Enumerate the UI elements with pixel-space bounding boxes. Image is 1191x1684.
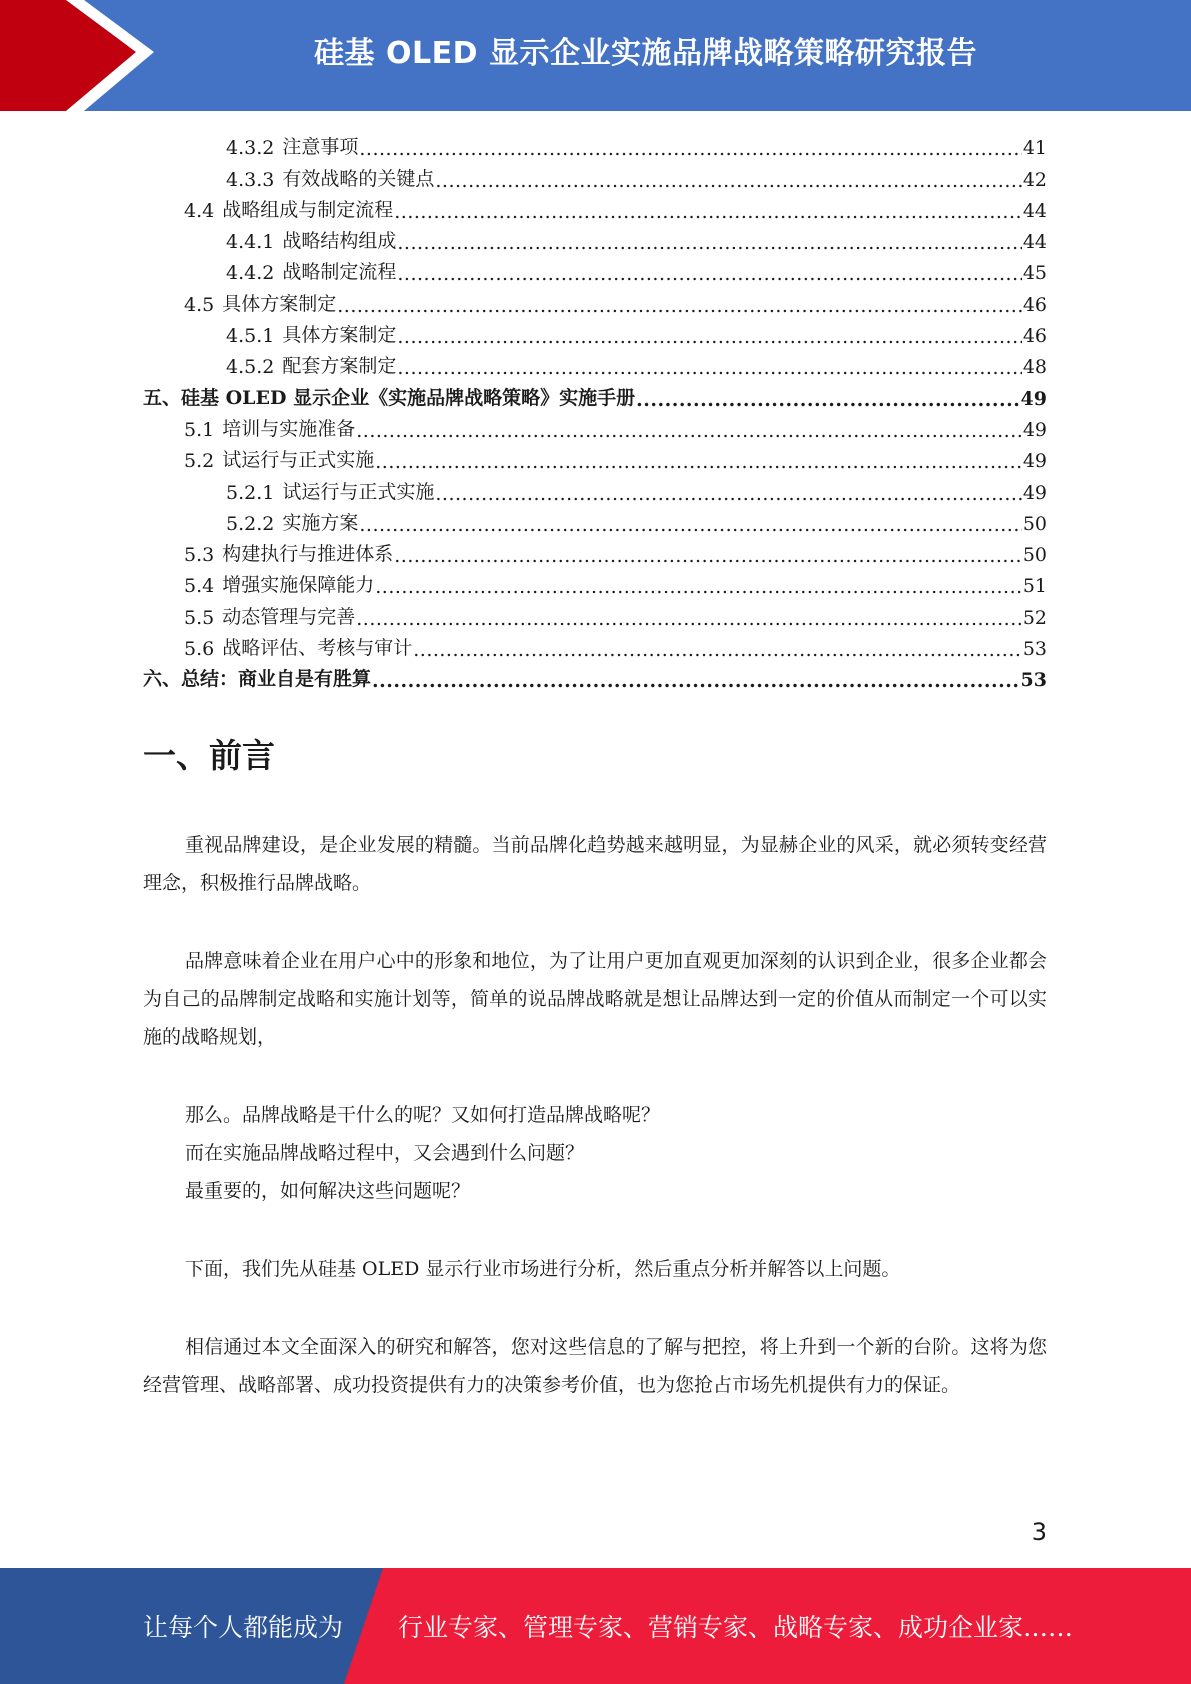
toc-dot-leader: [372, 672, 1020, 691]
toc-entry-title: 构建执行与推进体系: [222, 543, 394, 566]
toc-entry[interactable]: [143, 284, 1047, 315]
toc-entry-page: 46: [1022, 325, 1047, 348]
toc-entry-number: 4.4: [184, 199, 215, 222]
question-list: [143, 1096, 1047, 1210]
toc-entry-number: 4.3.2: [226, 137, 275, 160]
toc-entry[interactable]: [143, 410, 1047, 441]
toc-entry[interactable]: [143, 316, 1047, 347]
toc-entry-number: 4.4.1: [226, 231, 275, 254]
toc-entry[interactable]: [143, 472, 1047, 503]
toc-dot-leader: [394, 547, 1022, 566]
footer-slogan-right: 行业专家、管理专家、营销专家、战略专家、成功企业家……: [398, 1613, 1074, 1642]
toc-entry-page: 50: [1022, 544, 1047, 567]
footer-slogan-left: 让每个人都能成为: [143, 1613, 344, 1642]
toc-dot-leader: [375, 578, 1022, 597]
toc-entry-title: 试运行与正式实施: [282, 480, 435, 503]
toc-entry-title: 战略组成与制定流程: [222, 198, 394, 221]
toc-dot-leader: [375, 453, 1022, 472]
section-title: 一、前言: [143, 736, 275, 775]
toc-entry-title: 增强实施保障能力: [222, 574, 375, 597]
toc-entry-page: 45: [1022, 262, 1047, 285]
toc-entry-number: 5.3: [184, 544, 215, 567]
toc-entry[interactable]: [143, 441, 1047, 472]
toc-entry[interactable]: [143, 253, 1047, 284]
toc-entry[interactable]: [143, 191, 1047, 222]
toc-entry-page: 50: [1022, 512, 1047, 535]
toc-entry-page: 49: [1022, 481, 1047, 504]
toc-entry-page: 52: [1022, 606, 1047, 629]
toc-dot-leader: [397, 359, 1021, 378]
toc-entry-number: 六、: [143, 668, 182, 691]
body-text: [143, 826, 1047, 1404]
toc-dot-leader: [337, 297, 1022, 316]
toc-entry-page: 48: [1022, 356, 1047, 379]
toc-entry-number: 5.4: [184, 575, 215, 598]
toc-entry-number: 4.5: [184, 293, 215, 316]
toc-entry[interactable]: [143, 597, 1047, 628]
question-line: 最重要的，如何解决这些问题呢？: [185, 1180, 471, 1202]
toc-entry-number: 5.2.2: [226, 512, 275, 535]
toc-entry-title: 具体方案制定: [282, 324, 397, 347]
toc-entry-number: 4.3.3: [226, 168, 275, 191]
toc-entry-title: 总结：商业自是有胜算: [181, 668, 372, 691]
toc-entry-title: 战略制定流程: [282, 261, 397, 284]
paragraph: 下面，我们先从硅基 OLED 显示行业市场进行分析，然后重点分析并解答以上问题。: [185, 1258, 901, 1280]
toc-entry-title: 硅基 OLED 显示企业《实施品牌战略策略》实施手册: [181, 386, 636, 409]
toc-entry-number: 4.4.2: [226, 262, 275, 285]
toc-entry[interactable]: [143, 378, 1047, 409]
page-number: 3: [1031, 1518, 1047, 1546]
toc-entry-title: 具体方案制定: [222, 292, 337, 315]
toc-dot-leader: [394, 203, 1022, 222]
question-line: 而在实施品牌战略过程中，又会遇到什么问题？: [185, 1142, 585, 1164]
toc-entry-number: 4.5.2: [226, 356, 275, 379]
toc-entry-title: 有效战略的关键点: [282, 167, 435, 190]
toc-dot-leader: [356, 422, 1022, 441]
toc-entry-page: 49: [1020, 387, 1047, 410]
toc-entry-number: 5.5: [184, 606, 215, 629]
table-of-contents: [143, 128, 1047, 691]
toc-entry-title: 战略结构组成: [282, 230, 397, 253]
toc-entry-title: 动态管理与完善: [222, 605, 356, 628]
toc-entry-title: 战略评估、考核与审计: [222, 637, 413, 660]
header-arrow-decoration: [0, 0, 160, 111]
toc-dot-leader: [359, 516, 1021, 535]
question-line: 那么。品牌战略是干什么的呢？又如何打造品牌战略呢？: [185, 1104, 661, 1126]
header-title: 硅基 OLED 显示企业实施品牌战略策略研究报告: [314, 36, 977, 71]
toc-entry[interactable]: [143, 347, 1047, 378]
toc-entry-page: 49: [1022, 418, 1047, 441]
paragraph: 重视品牌建设，是企业发展的精髓。当前品牌化趋势越来越明显，为显赫企业的风采，就必须转变经营理念，积极推行品牌战略。: [143, 834, 1047, 894]
toc-entry[interactable]: [143, 504, 1047, 535]
toc-entry[interactable]: [143, 128, 1047, 159]
toc-entry-page: 49: [1022, 450, 1047, 473]
toc-entry-number: 4.5.1: [226, 325, 275, 348]
toc-entry-title: 培训与实施准备: [222, 417, 356, 440]
toc-entry-page: 42: [1022, 168, 1047, 191]
toc-entry-number: 五、: [143, 386, 182, 409]
toc-entry[interactable]: [143, 629, 1047, 660]
toc-dot-leader: [397, 234, 1021, 253]
toc-entry[interactable]: [143, 222, 1047, 253]
toc-entry-number: 5.2: [184, 450, 215, 473]
toc-entry-page: 53: [1022, 638, 1047, 661]
toc-dot-leader: [636, 391, 1019, 410]
toc-entry-page: 46: [1022, 293, 1047, 316]
toc-dot-leader: [413, 641, 1022, 660]
toc-entry-title: 注意事项: [282, 136, 359, 159]
toc-dot-leader: [435, 172, 1021, 191]
toc-entry-page: 44: [1022, 231, 1047, 254]
toc-entry-number: 5.1: [184, 418, 215, 441]
page-header: [0, 0, 1191, 111]
toc-entry-page: 53: [1020, 669, 1047, 692]
toc-dot-leader: [397, 265, 1021, 284]
toc-dot-leader: [397, 328, 1021, 347]
toc-entry[interactable]: [143, 660, 1047, 691]
paragraph: 品牌意味着企业在用户心中的形象和地位，为了让用户更加直观更加深刻的认识到企业，很多企业都会为自己的品牌制定战略和实施计划等，简单的说品牌战略就是想让品牌达到一定的价值从而制定一个可以实施的战略规划，: [143, 950, 1047, 1048]
toc-dot-leader: [435, 485, 1021, 504]
toc-entry[interactable]: [143, 566, 1047, 597]
toc-entry-title: 实施方案: [282, 511, 359, 534]
toc-entry-number: 5.6: [184, 638, 215, 661]
toc-entry-page: 44: [1022, 199, 1047, 222]
page-footer: [0, 1568, 1191, 1684]
toc-entry-page: 51: [1022, 575, 1047, 598]
toc-dot-leader: [356, 610, 1022, 629]
toc-entry[interactable]: [143, 535, 1047, 566]
toc-dot-leader: [359, 140, 1021, 159]
toc-entry-title: 配套方案制定: [282, 355, 397, 378]
toc-entry-number: 5.2.1: [226, 481, 275, 504]
paragraph: 相信通过本文全面深入的研究和解答，您对这些信息的了解与把控，将上升到一个新的台阶。这将为您经营管理、战略部署、成功投资提供有力的决策参考价值，也为您抢占市场先机提供有力的保证。: [143, 1336, 1047, 1396]
toc-entry[interactable]: [143, 159, 1047, 190]
toc-entry-page: 41: [1022, 137, 1047, 160]
toc-entry-title: 试运行与正式实施: [222, 449, 375, 472]
